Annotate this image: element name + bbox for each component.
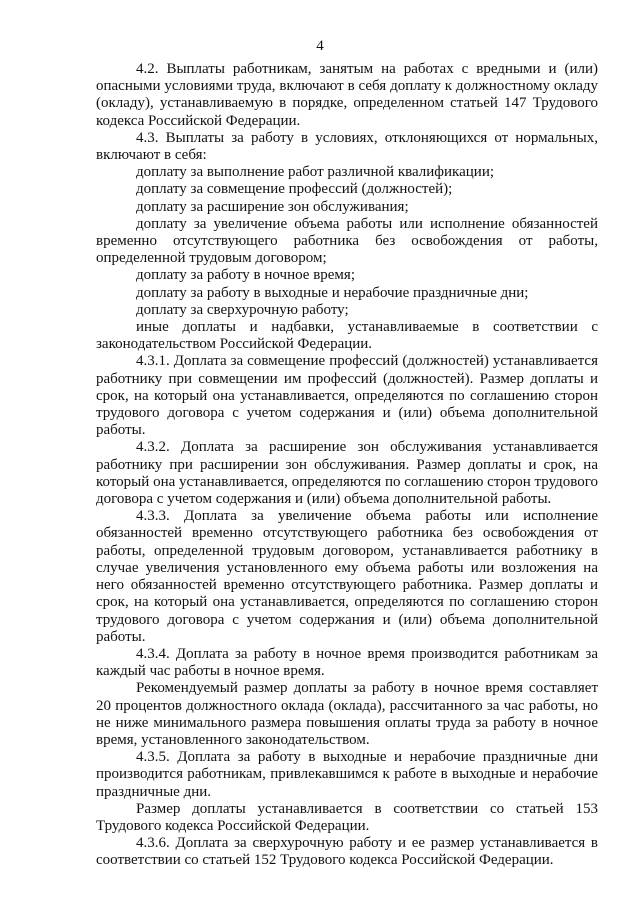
list-item: доплату за увеличение объема работы или исполнение обязанностей временно отсутствующего работника без освобождения от работы, определенной трудовым договором; [96, 215, 598, 267]
paragraph-4-2: 4.2. Выплаты работникам, занятым на работах с вредными и (или) опасными условиями труда, включают в себя доплату к должностному окладу (окладу), устанавливаемую в порядке, определенном статьей 147 Трудового кодекса Российской Федерации. [96, 61, 598, 129]
list-item: доплату за выполнение работ различной квалификации; [136, 164, 495, 181]
paragraph-4-3-3: 4.3.3. Доплата за увеличение объема работы или исполнение обязанностей временно отсутствующего работника без освобождения от работы, определенной трудовым договором, устанавливается работнику в случае увеличения установленного ему объема работы или возложения на него обязанностей временно отсутствующего работника. Размер доплаты и срок, на который она устанавливается, определяются по соглашению сторон трудового договора с учетом содержания и (или) объема дополнительной работы. [96, 508, 598, 645]
paragraph-holiday-rate: Размер доплаты устанавливается в соответствии со статьей 153 Трудового кодекса Российской Федерации. [96, 800, 598, 834]
paragraph-4-3-1: 4.3.1. Доплата за совмещение профессий (должностей) устанавливается работнику при совмещении им профессий (должностей). Размер доплаты и срок, на который она устанавливается, определяются по соглашению сторон трудового договора с учетом содержания и (или) объема дополнительной работы. [96, 353, 598, 439]
paragraph-4-3-4: 4.3.4. Доплата за работу в ночное время производится работникам за каждый час работы в ночное время. [96, 645, 598, 680]
paragraph-4-3: 4.3. Выплаты за работу в условиях, отклоняющихся от нормальных, включают в себя: [96, 129, 598, 164]
page-number: 4 [316, 38, 324, 54]
list-item: доплату за работу в выходные и нерабочие праздничные дни; [136, 284, 529, 301]
document-body [96, 61, 598, 870]
paragraph-4-3-5: 4.3.5. Доплата за работу в выходные и нерабочие праздничные дни производится работникам, привлекавшимся к работе в выходные и нерабочие праздничные дни. [96, 749, 598, 800]
list-item: доплату за совмещение профессий (должностей); [136, 181, 453, 198]
paragraph-4-3-6: 4.3.6. Доплата за сверхурочную работу и ее размер устанавливается в соответствии со статьей 152 Трудового кодекса Российской Федерации. [96, 835, 598, 869]
list-item: доплату за расширение зон обслуживания; [136, 198, 409, 215]
list-item: доплату за работу в ночное время; [136, 267, 355, 284]
paragraph-night-rate: Рекомендуемый размер доплаты за работу в ночное время составляет 20 процентов должностного оклада (оклада), рассчитанного за час работы, но не ниже минимального размера повышения оплаты труда за работу в ночное время, установленного законодательством. [96, 680, 598, 748]
list-item: иные доплаты и надбавки, устанавливаемые в соответствии с законодательством Российской Федерации. [96, 319, 598, 353]
list-item: доплату за сверхурочную работу; [136, 301, 349, 318]
paragraph-4-3-2: 4.3.2. Доплата за расширение зон обслуживания устанавливается работнику при расширении зон обслуживания. Размер доплаты и срок, на который она устанавливается, определяются по соглашению сторон трудового договора с учетом содержания и (или) объема дополнительной работы. [96, 439, 598, 508]
